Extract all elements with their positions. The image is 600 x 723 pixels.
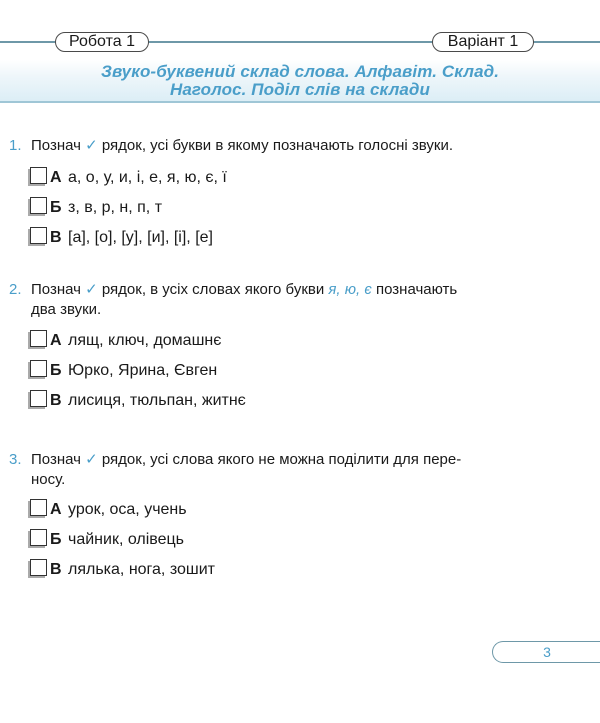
page-title-line-1: Звуко-буквений склад слова. Алфавіт. Склад.	[100, 62, 500, 81]
option-text: лялька, нога, зошит	[68, 561, 215, 578]
question-text: позначають	[375, 281, 458, 298]
checkbox[interactable]	[30, 330, 47, 347]
question-1	[9, 136, 529, 156]
option-2b[interactable]	[30, 360, 217, 382]
work-label: Робота 1	[55, 32, 149, 52]
checkbox[interactable]	[30, 499, 47, 516]
question-text: рядок, в усіх словах якого букви	[101, 281, 325, 298]
option-1b[interactable]	[30, 197, 162, 219]
option-2a[interactable]	[30, 330, 221, 352]
option-text: з, в, р, н, п, т	[68, 199, 163, 216]
option-letter: А	[50, 501, 62, 518]
header-bar	[0, 32, 600, 50]
option-letter: Б	[50, 531, 62, 548]
option-letter: В	[50, 229, 62, 246]
option-text: урок, оса, учень	[68, 501, 187, 518]
option-text: лящ, ключ, домашнє	[68, 332, 222, 349]
option-2c[interactable]	[30, 390, 246, 412]
checkbox[interactable]	[30, 360, 47, 377]
highlighted-letters: я, ю, є	[328, 281, 372, 298]
option-letter: Б	[50, 199, 62, 216]
option-1a[interactable]	[30, 167, 227, 189]
page-title-line-2: Наголос. Поділ слів на склади	[169, 80, 431, 99]
question-text-line-2: два звуки.	[31, 301, 102, 318]
question-text: рядок, усі слова якого не можна поділити для пере-	[101, 451, 462, 468]
option-letter: В	[50, 392, 62, 409]
question-number: 3.	[9, 451, 22, 468]
option-text: чайник, олівець	[68, 531, 184, 548]
page-number: 3	[492, 641, 600, 663]
question-2	[9, 280, 529, 320]
question-text: Познач	[31, 281, 81, 298]
check-mark-icon: ✓	[85, 137, 98, 154]
option-text: а, о, у, и, і, е, я, ю, є, ї	[68, 169, 227, 186]
option-letter: А	[50, 169, 62, 186]
variant-label: Варіант 1	[432, 32, 534, 52]
checkbox[interactable]	[30, 390, 47, 407]
option-letter: А	[50, 332, 62, 349]
option-1c[interactable]	[30, 227, 213, 249]
question-3	[9, 450, 529, 490]
question-text: рядок, усі букви в якому позначають голосні звуки.	[101, 137, 454, 154]
question-number: 2.	[9, 281, 22, 298]
option-3b[interactable]	[30, 529, 184, 551]
question-text: Познач	[31, 137, 81, 154]
option-3c[interactable]	[30, 559, 215, 581]
checkbox[interactable]	[30, 197, 47, 214]
question-number: 1.	[9, 137, 22, 154]
check-mark-icon: ✓	[85, 451, 98, 468]
option-text: [а], [о], [у], [и], [і], [е]	[68, 229, 213, 246]
checkbox[interactable]	[30, 559, 47, 576]
question-text-line-2: носу.	[31, 471, 66, 488]
option-text: лисиця, тюльпан, житнє	[68, 392, 246, 409]
checkbox[interactable]	[30, 529, 47, 546]
option-letter: В	[50, 561, 62, 578]
check-mark-icon: ✓	[85, 281, 98, 298]
checkbox[interactable]	[30, 167, 47, 184]
option-letter: Б	[50, 362, 62, 379]
checkbox[interactable]	[30, 227, 47, 244]
question-text: Познач	[31, 451, 81, 468]
option-text: Юрко, Ярина, Євген	[68, 362, 218, 379]
option-3a[interactable]	[30, 499, 187, 521]
